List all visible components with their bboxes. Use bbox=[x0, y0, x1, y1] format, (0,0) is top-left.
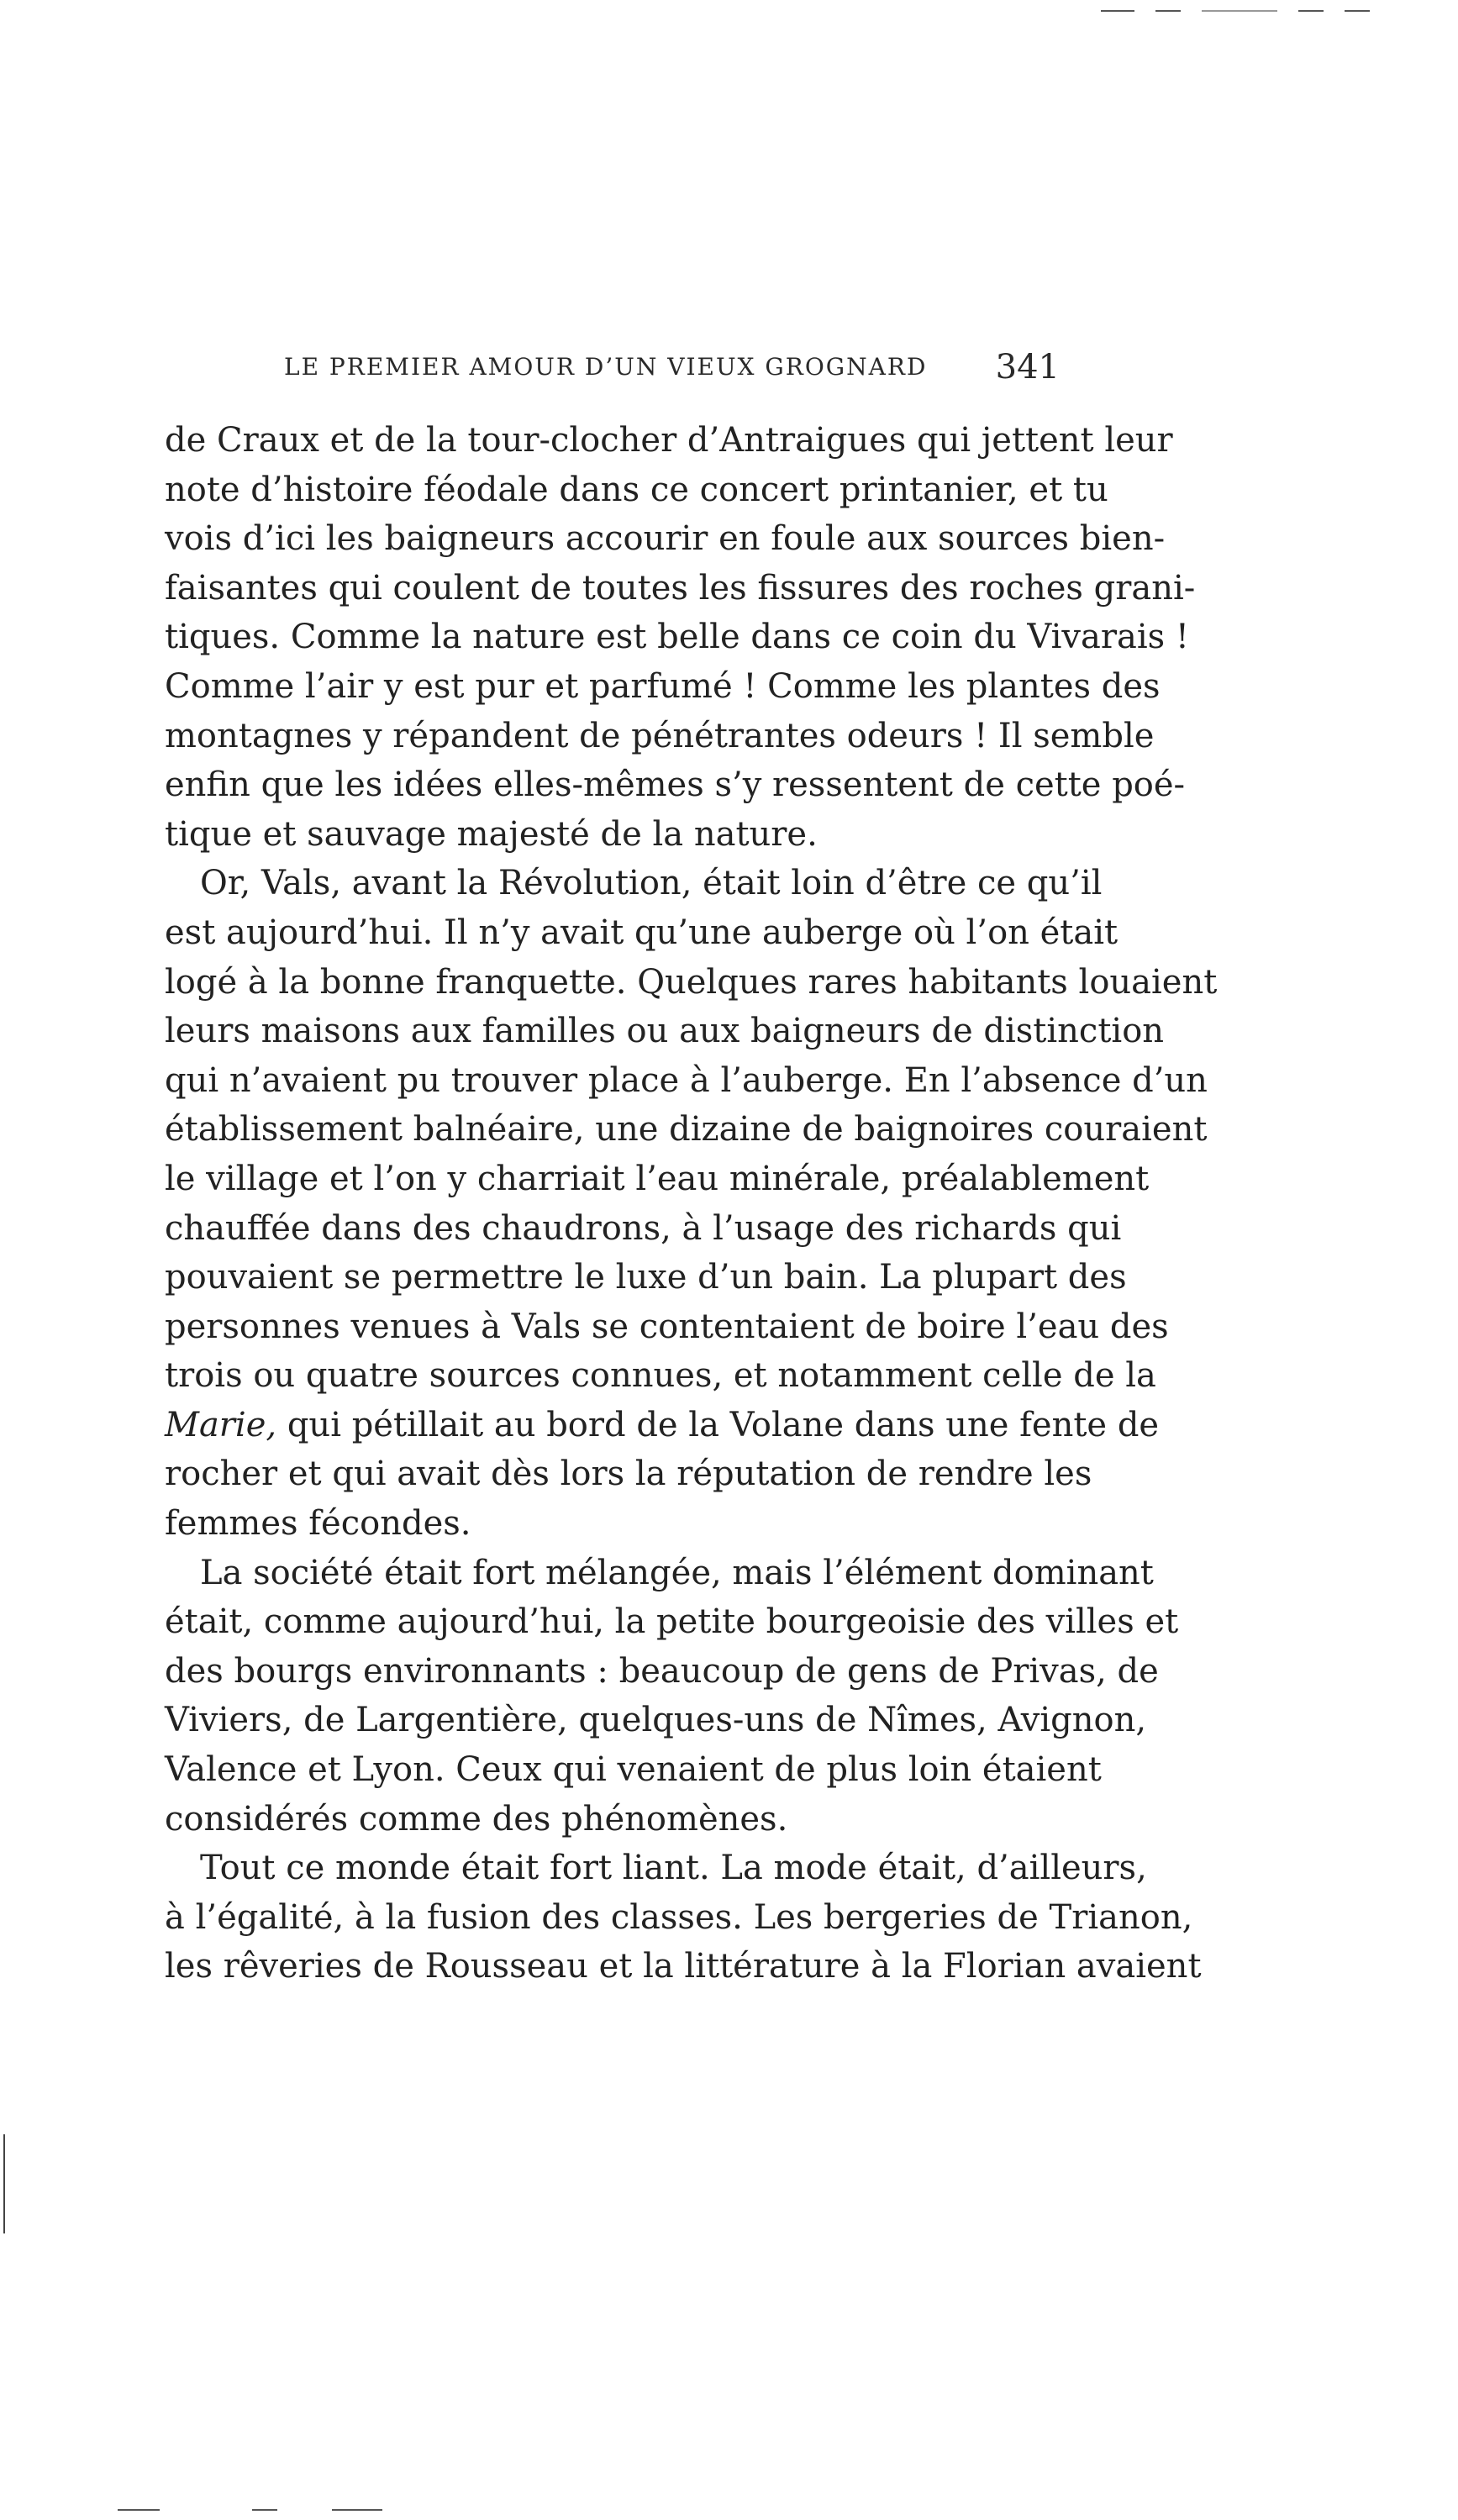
scan-mark-top bbox=[1101, 10, 1134, 12]
text-line: tique et sauvage majesté de la nature. bbox=[165, 814, 818, 854]
text-line: montagnes y répandent de pénétrantes odeurs ! Il semble bbox=[165, 716, 1155, 755]
text-line: note d’histoire féodale dans ce concert printanier, et tu bbox=[165, 470, 1108, 509]
italic-word: Marie, bbox=[165, 1405, 277, 1444]
text-line: qui n’avaient pu trouver place à l’auberge. En l’absence d’un bbox=[165, 1060, 1208, 1100]
text-line: les rêveries de Rousseau et la littérature à la Florian avaient bbox=[165, 1947, 1202, 1986]
scan-mark-top bbox=[1155, 10, 1181, 12]
text-line bbox=[165, 1401, 1160, 1450]
text-line: vois d’ici les baigneurs accourir en foule aux sources bien- bbox=[165, 519, 1166, 559]
text-line: pouvaient se permettre le luxe d’un bain. La plupart des bbox=[165, 1258, 1127, 1297]
text-line: trois ou quatre sources connues, et notamment celle de la bbox=[165, 1356, 1156, 1396]
text-line: Or, Vals, avant la Révolution, était loin d’être ce qu’il bbox=[200, 864, 1103, 903]
text-line: enfin que les idées elles-mêmes s’y ressentent de cette poé- bbox=[165, 765, 1186, 805]
text-line: tiques. Comme la nature est belle dans ce coin du Vivarais ! bbox=[165, 618, 1189, 657]
text-line: leurs maisons aux familles ou aux baigneurs de distinction bbox=[165, 1012, 1165, 1051]
text-line: Comme l’air y est pur et parfumé ! Comme les plantes des bbox=[165, 666, 1161, 706]
text-line: femmes fécondes. bbox=[165, 1504, 471, 1544]
text-line: le village et l’on y charriait l’eau minérale, préalablement bbox=[165, 1159, 1150, 1198]
text-line: considérés comme des phénomènes. bbox=[165, 1799, 788, 1839]
text-line: est aujourd’hui. Il n’y avait qu’une auberge où l’on était bbox=[165, 913, 1119, 952]
scan-mark-bottom bbox=[332, 2509, 382, 2511]
text-line: La société était fort mélangée, mais l’élément dominant bbox=[200, 1553, 1154, 1592]
text-line: Tout ce monde était fort liant. La mode était, d’ailleurs, bbox=[200, 1849, 1147, 1888]
text-line: Viviers, de Largentière, quelques-uns de Nîmes, Avignon, bbox=[165, 1701, 1147, 1740]
scan-mark-bottom bbox=[118, 2509, 160, 2511]
scan-mark-bottom bbox=[252, 2509, 277, 2511]
text-line: de Craux et de la tour-clocher d’Antraigues qui jettent leur bbox=[165, 421, 1173, 460]
body-text bbox=[165, 416, 1218, 1991]
text-line-rest: qui pétillait au bord de la Volane dans une fente de bbox=[287, 1405, 1160, 1444]
scan-mark-left-edge bbox=[3, 2134, 5, 2233]
text-line: chauffée dans des chaudrons, à l’usage des richards qui bbox=[165, 1208, 1122, 1248]
text-line: rocher et qui avait dès lors la réputation de rendre les bbox=[165, 1455, 1092, 1494]
text-line: à l’égalité, à la fusion des classes. Les bergeries de Trianon, bbox=[165, 1897, 1193, 1937]
scan-mark-top bbox=[1345, 10, 1370, 12]
text-line: faisantes qui coulent de toutes les fissures des roches grani- bbox=[165, 568, 1196, 608]
running-title: LE PREMIER AMOUR D’UN VIEUX GROGNARD bbox=[284, 353, 928, 381]
scan-mark-top bbox=[1298, 10, 1324, 12]
text-line: des bourgs environnants : beaucoup de gens de Privas, de bbox=[165, 1651, 1159, 1691]
text-line: était, comme aujourd’hui, la petite bourgeoisie des villes et bbox=[165, 1602, 1179, 1642]
text-line: logé à la bonne franquette. Quelques rares habitants louaient bbox=[165, 962, 1218, 1002]
text-line: Valence et Lyon. Ceux qui venaient de plus loin étaient bbox=[165, 1750, 1102, 1790]
page-number: 341 bbox=[995, 348, 1060, 387]
text-line: établissement balnéaire, une dizaine de baignoires couraient bbox=[165, 1110, 1208, 1150]
running-header bbox=[165, 348, 1060, 393]
text-line: personnes venues à Vals se contentaient de boire l’eau des bbox=[165, 1307, 1169, 1346]
scan-mark-top bbox=[1202, 10, 1277, 12]
